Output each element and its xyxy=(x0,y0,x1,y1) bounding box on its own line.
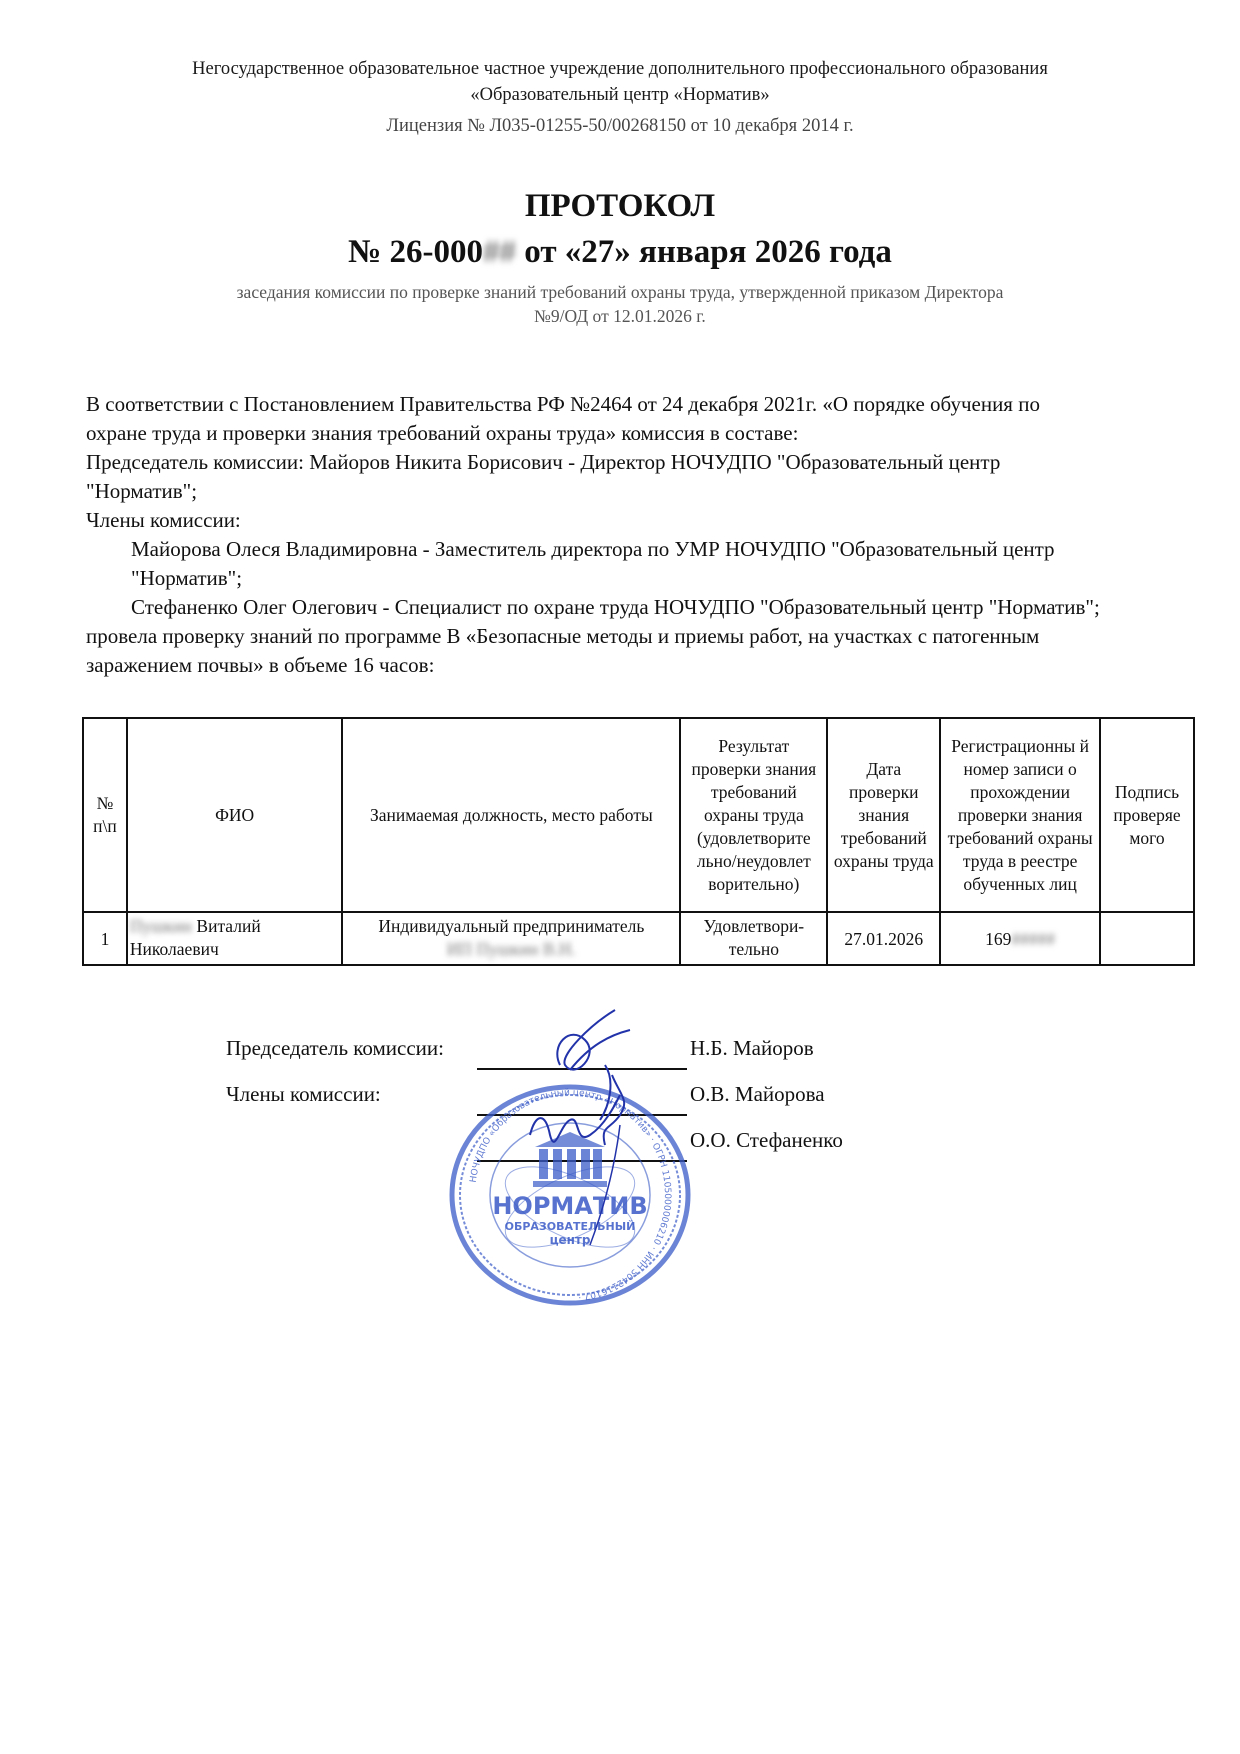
reg-number-prefix: 169 xyxy=(985,928,1012,949)
chair-signature-label: Председатель комиссии: xyxy=(226,1036,444,1060)
svg-text:ОБРАЗОВАТЕЛЬНЫЙ: ОБРАЗОВАТЕЛЬНЫЙ xyxy=(504,1220,636,1233)
chair-line-2: "Норматив"; xyxy=(86,479,198,503)
protocol-date: от «27» января 2026 года xyxy=(516,234,892,270)
document-title: ПРОТОКОЛ xyxy=(524,188,716,224)
protocol-number xyxy=(0,234,1240,271)
chair-line-1: Председатель комиссии: Майоров Никита Борисович - Директор НОЧУДПО "Образовательный центр xyxy=(86,450,1001,474)
redacted-surname: Пушкин xyxy=(129,916,193,936)
organization-name xyxy=(0,56,1240,108)
header-result: Результат проверки знания требований охраны труда (удовлетворите льно/неудовлет ворительно) xyxy=(680,718,827,912)
svg-text:НОРМАТИВ: НОРМАТИВ xyxy=(492,1192,648,1220)
header-fio: ФИО xyxy=(127,718,342,912)
cell-position xyxy=(342,912,680,965)
license-line: Лицензия № Л035-01255-50/00268150 от 10 декабря 2014 г. xyxy=(386,116,854,136)
header-position: Занимаемая должность, место работы xyxy=(342,718,680,912)
svg-text:НОЧУДПО «Образовательный центр: НОЧУДПО «Образовательный центр «Норматив» · ОГРН 1105000006210 · ИНН 5042116107 · xyxy=(468,1087,673,1302)
members-signature-label: Члены комиссии: xyxy=(226,1082,381,1106)
table-row xyxy=(83,912,1194,965)
org-line-1: Негосударственное образовательное частное учреждение дополнительного профессионального образования xyxy=(192,59,1048,79)
cell-num: 1 xyxy=(83,912,127,965)
cell-reg-number xyxy=(940,912,1100,965)
member-2-name: О.О. Стефаненко xyxy=(690,1128,843,1152)
intro-line-2: охране труда и проверки знания требований охраны труда» комиссия в составе: xyxy=(86,421,799,445)
redacted-workplace: ИП Пушкин В.Н. xyxy=(446,939,576,959)
members-label: Члены комиссии: xyxy=(86,508,241,532)
member-1-line-1: Майорова Олеся Владимировна - Заместитель директора по УМР НОЧУДПО "Образовательный центр xyxy=(131,537,1055,561)
redacted-reg-number: ##### xyxy=(1011,928,1056,949)
header-num: № п\п xyxy=(83,718,127,912)
member-1-line-2: "Норматив"; xyxy=(131,566,243,590)
fio-first-name: Виталий xyxy=(192,916,261,936)
cell-fio xyxy=(127,912,342,965)
subtitle-line-2: №9/ОД от 12.01.2026 г. xyxy=(534,306,706,326)
protocol-subtitle xyxy=(0,280,1240,328)
chair-name: Н.Б. Майоров xyxy=(690,1036,814,1060)
cell-signature xyxy=(1100,912,1194,965)
position-text: Индивидуальный предприниматель xyxy=(378,916,645,936)
cell-result: Удовлетвори- тельно xyxy=(680,912,827,965)
intro-line-1: В соответствии с Постановлением Правительства РФ №2464 от 24 декабря 2021г. «О порядке обучения по xyxy=(86,392,1040,416)
member-1-name: О.В. Майорова xyxy=(690,1082,825,1106)
program-line-1: провела проверку знаний по программе В «Безопасные методы и приемы работ, на участках с патогенным xyxy=(86,624,1040,648)
svg-text:центр: центр xyxy=(549,1233,591,1247)
subtitle-line-1: заседания комиссии по проверке знаний требований охраны труда, утвержденной приказом Директора xyxy=(236,282,1004,302)
protocol-body xyxy=(86,390,1186,680)
cell-date: 27.01.2026 xyxy=(827,912,940,965)
handwritten-signatures-icon xyxy=(520,1005,670,1265)
header-date: Дата проверки знания требований охраны труда xyxy=(827,718,940,912)
program-line-2: заражением почвы» в объеме 16 часов: xyxy=(86,653,435,677)
protocol-number-prefix: № 26-000 xyxy=(348,234,484,270)
org-line-2: «Образовательный центр «Норматив» xyxy=(470,85,770,105)
table-header-row xyxy=(83,718,1194,912)
redacted-number: ## xyxy=(483,234,517,270)
fio-patronymic: Николаевич xyxy=(129,939,219,959)
header-signature: Подпись проверяе мого xyxy=(1100,718,1194,912)
member-2: Стефаненко Олег Олегович - Специалист по охране труда НОЧУДПО "Образовательный центр "Норматив"; xyxy=(131,595,1100,619)
results-table xyxy=(82,717,1195,966)
header-reg-number: Регистрационны й номер записи о прохождении проверки знания требований охраны труда в реестре обученных лиц xyxy=(940,718,1100,912)
